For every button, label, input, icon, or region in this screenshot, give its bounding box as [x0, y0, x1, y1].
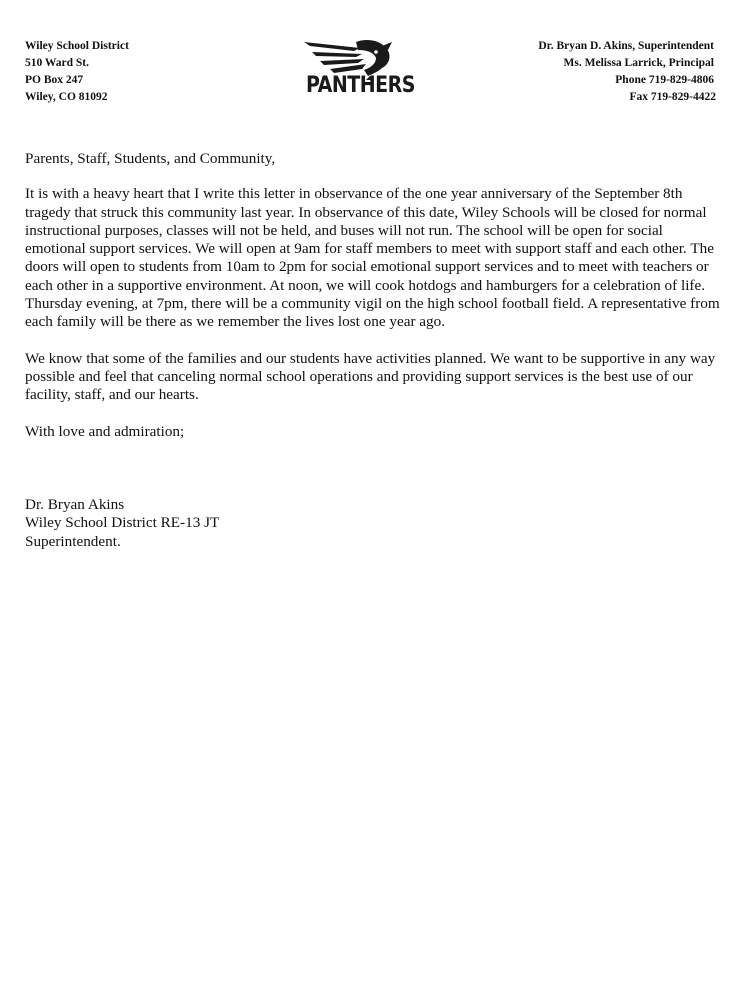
- signer-organization: Wiley School District RE-13 JT: [25, 514, 220, 532]
- district-address-block: [25, 38, 129, 106]
- superintendent-line: Dr. Bryan D. Akins, Superintendent: [538, 40, 714, 52]
- signature-block: [25, 496, 219, 551]
- principal-line: Ms. Melissa Larrick, Principal: [563, 57, 714, 69]
- signer-title: Superintendent.: [25, 532, 121, 550]
- paragraph-support: We know that some of the families and our students have activities planned. We want to be supportive in any way possible and feel that canceling normal school operations and providing support services is the best use of our facility, staff, and our hearts.: [25, 349, 716, 404]
- greeting: Parents, Staff, Students, and Community,: [25, 150, 276, 167]
- closing: With love and admiration;: [25, 422, 185, 440]
- staff-contact-block: [538, 38, 714, 106]
- panther-logo: [300, 36, 415, 100]
- fax-line: Fax 719-829-4422: [629, 91, 716, 103]
- signer-name: Dr. Bryan Akins: [25, 496, 125, 513]
- letter-body: [25, 150, 725, 459]
- logo-wordmark: PANTHERS: [306, 72, 415, 98]
- paragraph-anniversary: It is with a heavy heart that I write this letter in observance of the one year anniversary of the September 8th tragedy that struck this community last year. In observance of this date, Wiley Schools will be closed for normal instructional purposes, classes will not be held, and buses will not run. The school will be open for social emotional support services. We will open at 9am for staff members to meet with support staff and each other. The doors will open to students from 10am to 2pm for social emotional support services and to meet with teachers or each other in a supportive environment. At noon, we will cook hotdogs and hamburgers for a celebration of life. Thursday evening, at 7pm, there will be a community vigil on the high school football field. A representative from each family will be there as we remember the lives lost one year ago.: [25, 185, 720, 331]
- district-name: Wiley School District: [25, 40, 129, 52]
- po-box: PO Box 247: [25, 74, 84, 86]
- street-address: 510 Ward St.: [25, 57, 90, 69]
- phone-line: Phone 719-829-4806: [615, 74, 714, 86]
- city-state-zip: Wiley, CO 81092: [25, 91, 108, 103]
